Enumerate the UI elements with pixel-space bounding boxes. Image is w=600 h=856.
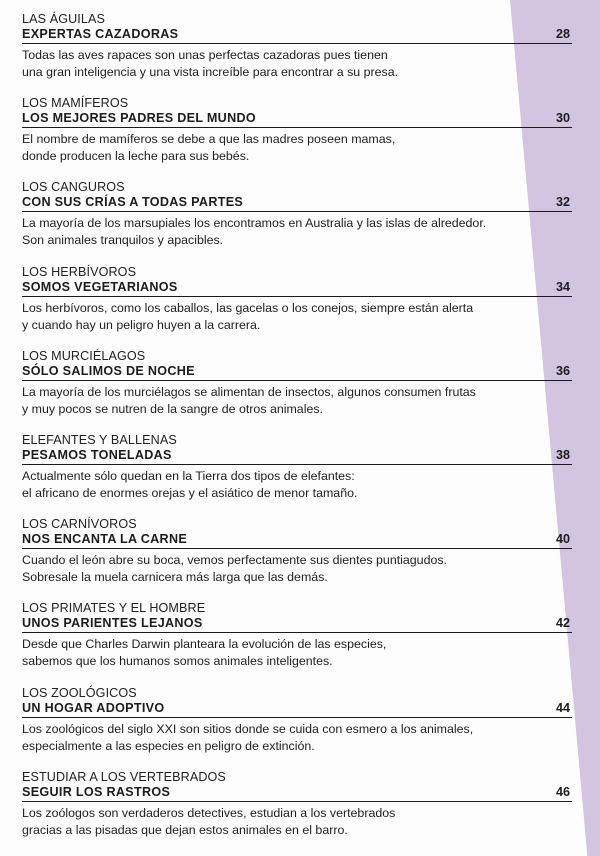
toc-entry (22, 349, 572, 433)
toc-category: LOS CANGUROS (22, 180, 125, 195)
toc-description: Cuando el león abre su boca, vemos perfectamente sus dientes puntiagudos. Sobresale la muela carnicera más larga que las demás. (22, 553, 447, 585)
toc-title-row[interactable] (22, 280, 572, 297)
table-of-contents (22, 12, 572, 854)
toc-entry (22, 517, 572, 601)
toc-entry (22, 433, 572, 517)
toc-description: Desde que Charles Darwin planteara la evolución de las especies, sabemos que los humanos somos animales inteligentes. (22, 637, 387, 669)
toc-title: EXPERTAS CAZADORAS (22, 27, 179, 41)
toc-page-number: 38 (555, 447, 570, 462)
toc-title-row[interactable] (22, 111, 572, 128)
toc-title-row[interactable] (22, 27, 572, 44)
toc-title-row[interactable] (22, 785, 572, 802)
toc-page-number: 46 (555, 784, 570, 799)
toc-entry (22, 770, 572, 854)
toc-page-number: 36 (555, 363, 570, 378)
toc-entry (22, 12, 572, 96)
toc-entry (22, 601, 572, 685)
toc-page-number: 44 (555, 700, 570, 715)
toc-title-row[interactable] (22, 532, 572, 549)
toc-category: ELEFANTES Y BALLENAS (22, 432, 177, 447)
toc-category: LOS HERBÍVOROS (22, 264, 137, 279)
toc-title-row[interactable] (22, 701, 572, 718)
toc-description: El nombre de mamíferos se debe a que las madres poseen mamas, donde producen la leche para sus bebés. (22, 132, 396, 164)
toc-category: LOS CARNÍVOROS (22, 517, 137, 532)
toc-title-row[interactable] (22, 448, 572, 465)
toc-entry (22, 96, 572, 180)
toc-title: PESAMOS TONELADAS (22, 447, 172, 462)
toc-category: LOS MURCIÉLAGOS (22, 348, 146, 363)
toc-category: ESTUDIAR A LOS VERTEBRADOS (22, 769, 226, 784)
toc-page-number: 28 (555, 27, 570, 41)
toc-title-row[interactable] (22, 616, 572, 633)
toc-description: Los zoólogos son verdaderos detectives, estudian a los vertebrados gracias a las pisadas que dejan estos animales en el barro. (22, 805, 396, 837)
toc-page-number: 34 (555, 279, 570, 294)
toc-title: UN HOGAR ADOPTIVO (22, 700, 165, 715)
toc-category: LOS PRIMATES Y EL HOMBRE (22, 601, 206, 616)
toc-title: SÓLO SALIMOS DE NOCHE (22, 363, 195, 378)
toc-title-row[interactable] (22, 364, 572, 381)
toc-entry (22, 265, 572, 349)
toc-title: SOMOS VEGETARIANOS (22, 279, 178, 294)
toc-category: LOS MAMÍFEROS (22, 96, 129, 111)
toc-description: Los zoológicos del siglo XXI son sitios donde se cuida con esmero a los animales, especialmente a las especies en peligro de extinción. (22, 721, 474, 753)
toc-description: La mayoría de los murciélagos se alimentan de insectos, algunos consumen frutas y muy pocos se nutren de la sangre de otros animales. (22, 384, 476, 416)
toc-title: CON SUS CRÍAS A TODAS PARTES (22, 195, 244, 210)
toc-page-number: 42 (555, 616, 570, 631)
toc-title: NOS ENCANTA LA CARNE (22, 532, 188, 547)
toc-description: Los herbívoros, como los caballos, las gacelas o los conejos, siempre están alerta y cuando hay un peligro huyen a la carrera. (22, 300, 474, 332)
toc-category: LOS ZOOLÓGICOS (22, 685, 137, 700)
toc-title: LOS MEJORES PADRES DEL MUNDO (22, 111, 256, 126)
toc-page-number: 40 (555, 532, 570, 547)
toc-title: SEGUIR LOS RASTROS (22, 784, 171, 799)
toc-description: Todas las aves rapaces son unas perfectas cazadoras pues tienen una gran inteligencia y una vista increíble para encontrar a su presa. (22, 48, 399, 79)
toc-entry (22, 686, 572, 770)
toc-title-row[interactable] (22, 195, 572, 212)
toc-title: UNOS PARIENTES LEJANOS (22, 616, 203, 631)
toc-category: LAS ÁGUILAS (22, 12, 105, 26)
toc-entry (22, 180, 572, 264)
toc-page-number: 32 (555, 195, 570, 210)
toc-page-number: 30 (555, 111, 570, 126)
toc-description: La mayoría de los marsupiales los encontramos en Australia y las islas de alrededor. Son animales tranquilos y apacibles. (22, 216, 487, 248)
toc-description: Actualmente sólo quedan en la Tierra dos tipos de elefantes: el africano de enormes orejas y el asiático de menor tamaño. (22, 468, 358, 500)
